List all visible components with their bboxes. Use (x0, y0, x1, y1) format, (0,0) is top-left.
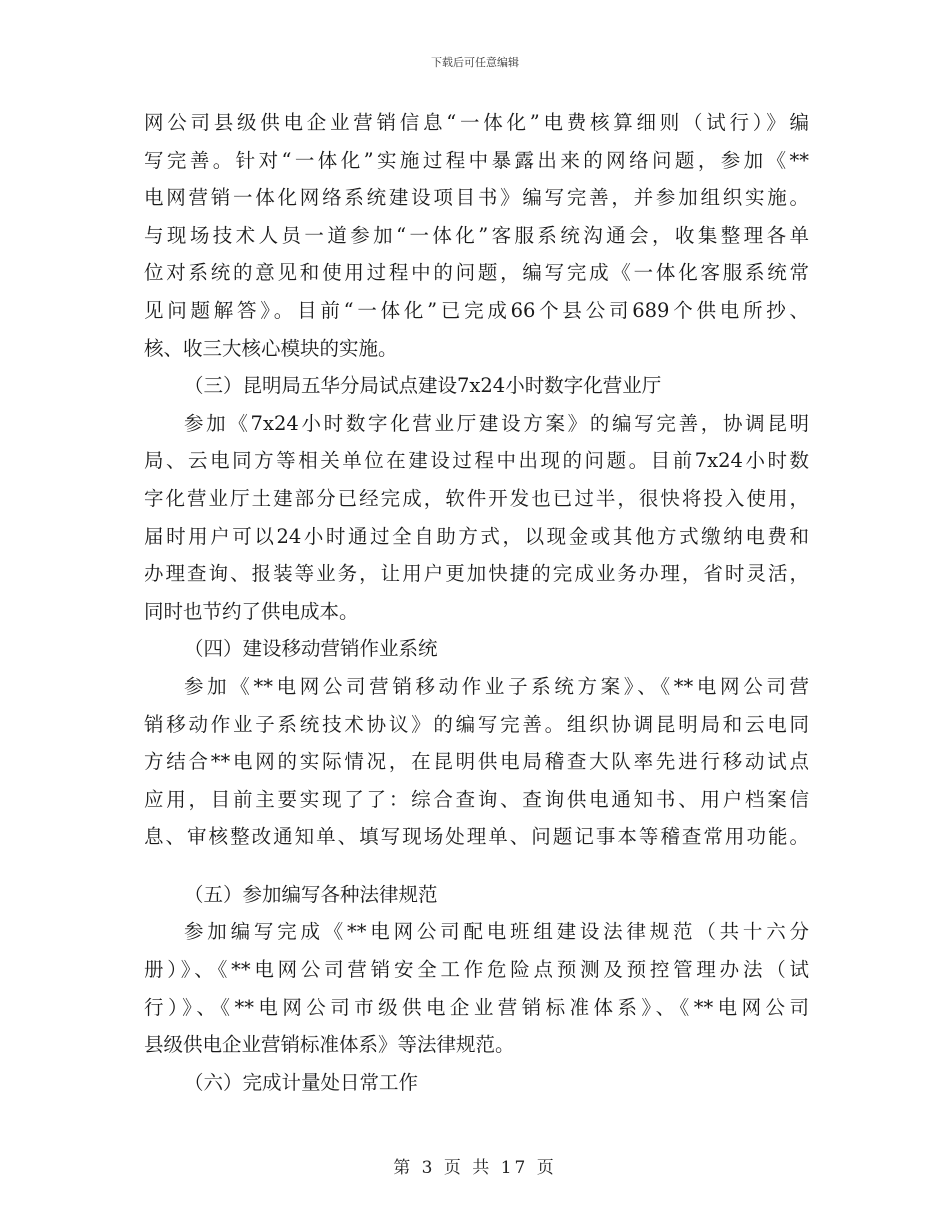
section-heading: （六）完成计量处日常工作 (184, 1070, 419, 1094)
text-line: 字化营业厅土建部分已经完成，软件开发也已过半，很快将投入使用， (144, 486, 809, 510)
text-line: 应用，目前主要实现了了：综合查询、查询供电通知书、用户档案信 (144, 787, 809, 811)
section-heading: （五）参加编写各种法律规范 (184, 882, 438, 906)
text-line: 销移动作业子系统技术协议》的编写完善。组织协调昆明局和云电同 (144, 712, 809, 736)
text-line: 册）》、《**电网公司营销安全工作危险点预测及预控管理办法（试 (144, 958, 809, 982)
text-line: 位对系统的意见和使用过程中的问题，编写完成《一体化客服系统常 (144, 261, 809, 285)
paragraph-gap (144, 856, 809, 876)
document-body (144, 104, 809, 1101)
text-line: 同时也节约了供电成本。 (144, 599, 359, 623)
text-line: 见问题解答》。目前“一体化”已完成66个县公司689个供电所抄、 (144, 298, 809, 322)
text-line: 行）》、《**电网公司市级供电企业营销标准体系》、《**电网公司 (144, 995, 809, 1019)
text-line: 届时用户可以24小时通过全自助方式，以现金或其他方式缴纳电费和 (144, 524, 809, 548)
text-line: 参加《7x24小时数字化营业厅建设方案》的编写完善，协调昆明 (184, 411, 809, 435)
section-heading: （三）昆明局五华分局试点建设7x24小时数字化营业厅 (184, 374, 662, 398)
text-line: 与现场技术人员一道参加“一体化”客服系统沟通会，收集整理各单 (144, 223, 809, 247)
text-line: 核、收三大核心模块的实施。 (144, 336, 398, 360)
page-footer: 第 3 页 共 17 页 (393, 1158, 557, 1178)
text-line: 办理查询、报装等业务，让用户更加快捷的完成业务办理，省时灵活， (144, 562, 809, 586)
page-header: 下载后可任意编辑 (431, 56, 519, 69)
text-line: 参加编写完成《**电网公司配电班组建设法律规范（共十六分 (184, 920, 809, 944)
text-line: 写完善。针对“一体化”实施过程中暴露出来的网络问题，参加《** (144, 148, 809, 172)
text-line: 县级供电企业营销标准体系》等法律规范。 (144, 1033, 515, 1057)
text-line: 网公司县级供电企业营销信息“一体化”电费核算细则（试行）》编 (144, 111, 809, 134)
text-line: 电网营销一体化网络系统建设项目书》编写完善，并参加组织实施。 (144, 186, 809, 210)
text-line: 局、云电同方等相关单位在建设过程中出现的问题。目前7x24小时数 (144, 449, 809, 473)
text-line: 方结合**电网的实际情况，在昆明供电局稽查大队率先进行移动试点 (144, 750, 809, 774)
text-line: 参加《**电网公司营销移动作业子系统方案》、《**电网公司营 (184, 674, 809, 698)
text-line: 息、审核整改通知单、填写现场处理单、问题记事本等稽查常用功能。 (144, 825, 809, 849)
section-heading: （四）建设移动营销作业系统 (184, 637, 438, 661)
